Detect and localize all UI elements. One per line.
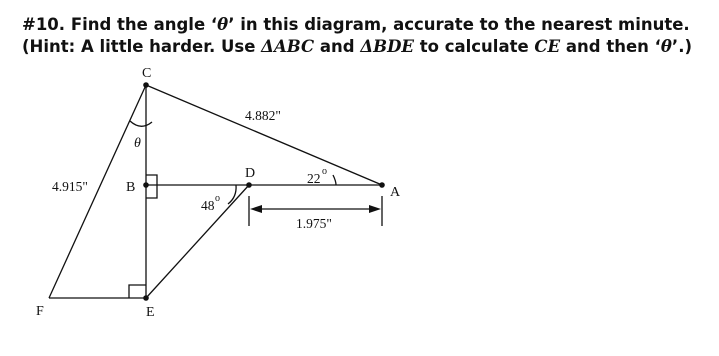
hint-and: and: [314, 37, 361, 56]
point-B: [143, 182, 149, 188]
hint-to-calc: to calculate: [413, 37, 535, 56]
hint-segment-ce: CE: [534, 37, 561, 56]
point-D: [246, 182, 252, 188]
hint-triangle-abc: ΔABC: [261, 37, 315, 56]
label-theta: θ: [134, 136, 141, 151]
dimension-arrow-right: [369, 205, 381, 213]
label-C: C: [142, 66, 152, 81]
point-E: [143, 295, 149, 301]
segment-CA: [146, 85, 382, 185]
hint-end: ’.): [671, 37, 692, 56]
measure-DA: 1.975": [296, 216, 332, 231]
measure-CF: 4.915": [52, 179, 88, 194]
hint-start: (Hint: A little harder. Use: [22, 37, 262, 56]
hint-and-then: and then ‘: [560, 37, 661, 56]
dimension-arrow-left: [250, 205, 262, 213]
hint-theta: θ: [660, 37, 672, 56]
angle-arc-A: [333, 175, 336, 185]
question-number: #10.: [22, 15, 66, 34]
angle-A-degree: o: [322, 166, 327, 177]
label-F: F: [36, 304, 44, 319]
question-theta: θ: [217, 15, 229, 34]
question-main: Find the angle ‘: [70, 15, 218, 34]
angle-arc-theta: [130, 121, 152, 126]
angle-A-value: 22: [307, 171, 321, 186]
right-angle-mark-E: [129, 285, 146, 298]
label-B: B: [126, 180, 136, 195]
angle-D-degree: o: [215, 193, 220, 204]
point-C: [143, 82, 149, 88]
label-D: D: [245, 166, 256, 181]
hint-triangle-bde: ΔBDE: [360, 37, 414, 56]
segment-DE: [146, 185, 249, 298]
point-A: [379, 182, 385, 188]
measure-CA: 4.882": [245, 108, 281, 123]
question-after-theta: ’ in this diagram, accurate to the nearest minute.: [228, 15, 690, 34]
label-E: E: [146, 305, 155, 320]
angle-D-value: 48: [201, 198, 215, 213]
label-A: A: [390, 185, 401, 200]
